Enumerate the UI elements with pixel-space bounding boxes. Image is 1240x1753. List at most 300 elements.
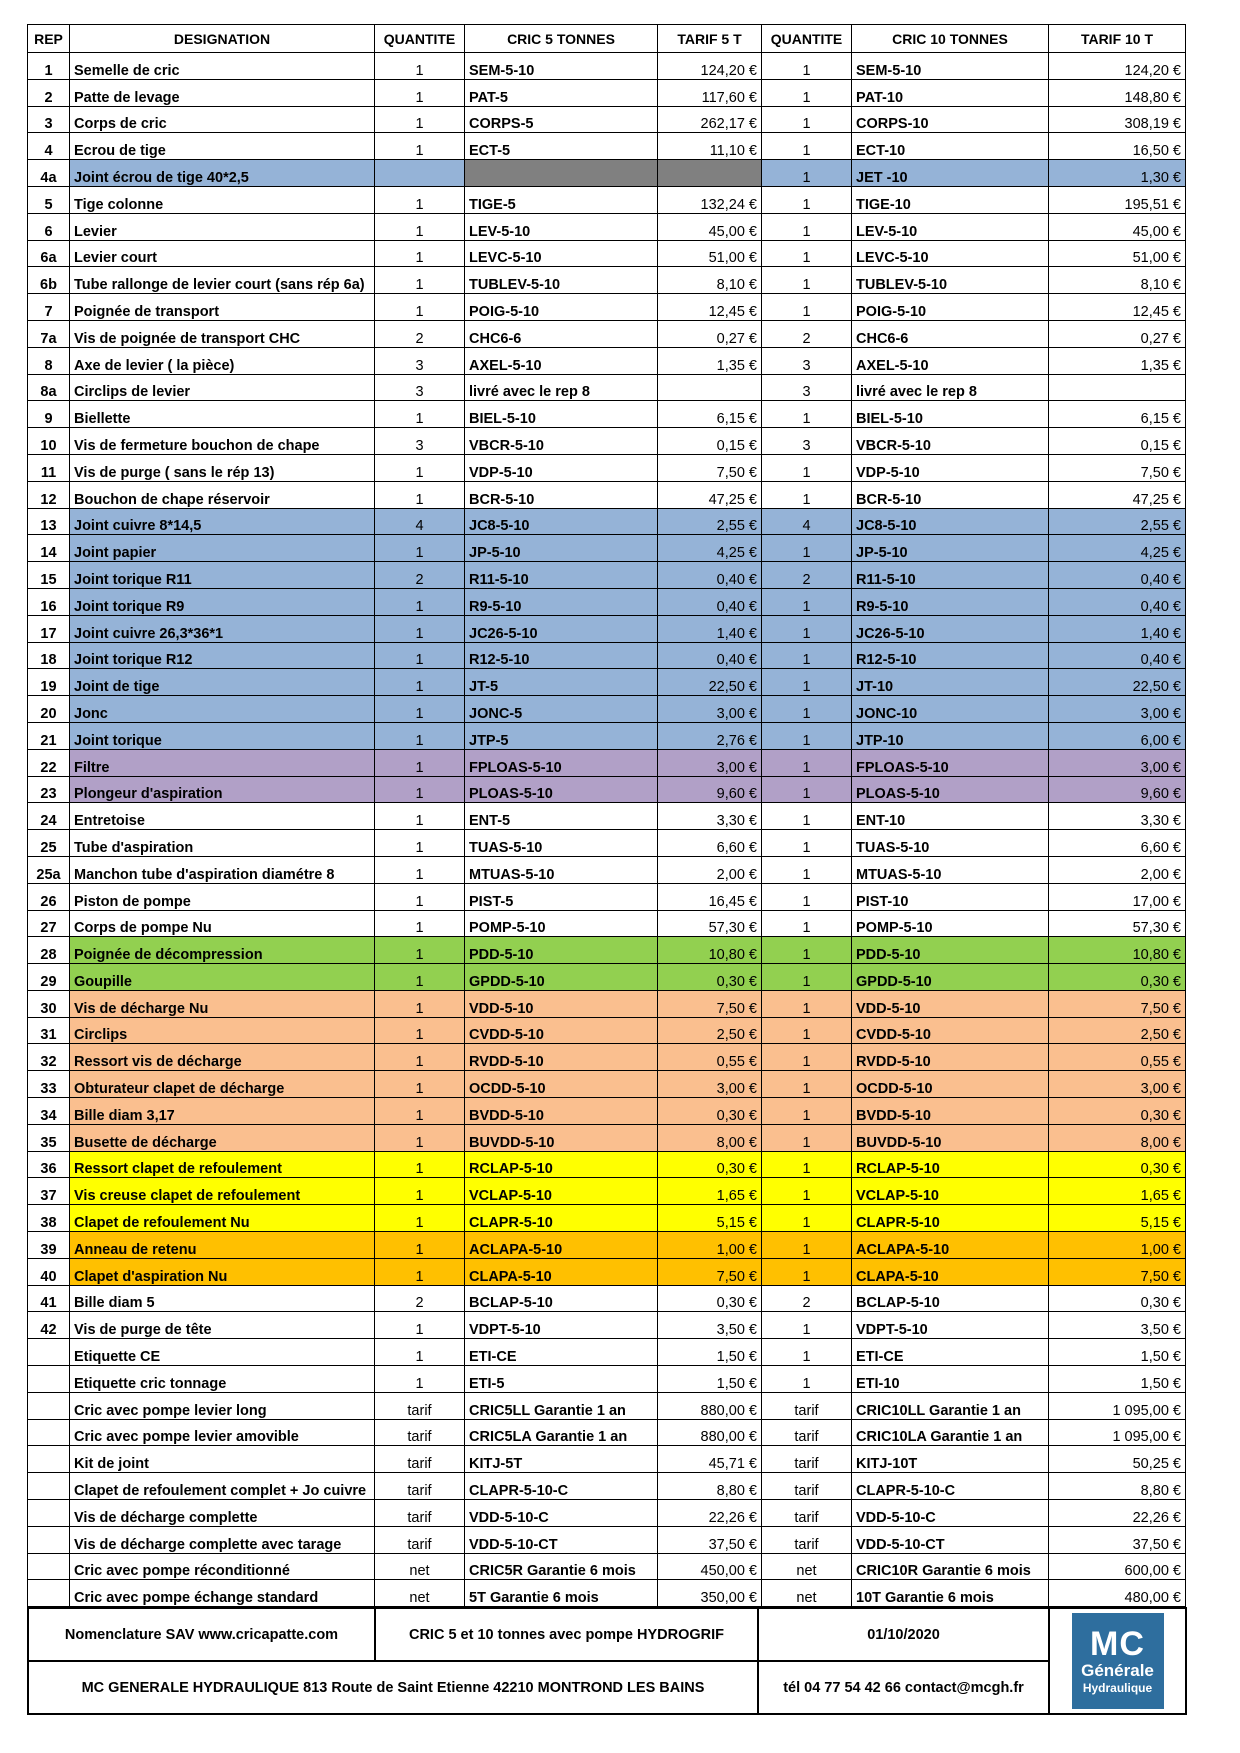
rep-cell: 15 — [28, 562, 70, 589]
ref-5t-cell: POMP-5-10 — [465, 910, 658, 937]
rep-cell: 25a — [28, 856, 70, 883]
rep-cell: 8a — [28, 374, 70, 401]
ref-5t-cell: BCR-5-10 — [465, 481, 658, 508]
designation-cell: Joint papier — [70, 535, 375, 562]
tarif-5t-cell: 0,30 € — [658, 1151, 762, 1178]
logo-line2: Hydraulique — [1082, 1681, 1153, 1696]
quantite-10t-cell: 1 — [762, 1044, 852, 1071]
tarif-10t-cell: 1,40 € — [1049, 615, 1186, 642]
table-row — [28, 1285, 1186, 1312]
ref-10t-cell: BIEL-5-10 — [852, 401, 1049, 428]
ref-5t-cell: CRIC5LL Garantie 1 an — [465, 1392, 658, 1419]
quantite-5t-cell: 1 — [375, 481, 465, 508]
tarif-10t-cell: 2,00 € — [1049, 856, 1186, 883]
ref-5t-cell: BUVDD-5-10 — [465, 1124, 658, 1151]
quantite-10t-cell: 1 — [762, 481, 852, 508]
tarif-10t-cell: 0,15 € — [1049, 428, 1186, 455]
ref-10t-cell: RVDD-5-10 — [852, 1044, 1049, 1071]
quantite-5t-cell: 1 — [375, 1205, 465, 1232]
ref-5t-cell: RVDD-5-10 — [465, 1044, 658, 1071]
tarif-5t-cell: 45,00 € — [658, 213, 762, 240]
ref-5t-cell: POIG-5-10 — [465, 294, 658, 321]
tarif-5t-cell: 8,80 € — [658, 1473, 762, 1500]
designation-cell: Joint torique — [70, 722, 375, 749]
tarif-10t-cell: 0,40 € — [1049, 562, 1186, 589]
designation-cell: Corps de pompe Nu — [70, 910, 375, 937]
tarif-10t-cell: 308,19 € — [1049, 106, 1186, 133]
rep-cell: 13 — [28, 508, 70, 535]
ref-10t-cell: BCLAP-5-10 — [852, 1285, 1049, 1312]
quantite-5t-cell: 1 — [375, 990, 465, 1017]
tarif-5t-cell: 3,30 € — [658, 803, 762, 830]
quantite-10t-cell: 1 — [762, 588, 852, 615]
ref-10t-cell: VDD-5-10 — [852, 990, 1049, 1017]
designation-cell: Joint cuivre 26,3*36*1 — [70, 615, 375, 642]
table-row — [28, 910, 1186, 937]
tarif-10t-cell: 1 095,00 € — [1049, 1392, 1186, 1419]
tarif-5t-cell: 1,65 € — [658, 1178, 762, 1205]
quantite-10t-cell: 1 — [762, 964, 852, 991]
table-row — [28, 883, 1186, 910]
table-row — [28, 1151, 1186, 1178]
tarif-10t-cell: 8,00 € — [1049, 1124, 1186, 1151]
quantite-5t-cell: 1 — [375, 1044, 465, 1071]
quantite-10t-cell: tarif — [762, 1473, 852, 1500]
quantite-10t-cell: 1 — [762, 776, 852, 803]
tarif-10t-cell: 3,00 € — [1049, 749, 1186, 776]
tarif-10t-cell: 0,30 € — [1049, 1098, 1186, 1125]
table-row — [28, 1419, 1186, 1446]
quantite-10t-cell: tarif — [762, 1419, 852, 1446]
rep-cell: 23 — [28, 776, 70, 803]
tarif-5t-cell: 0,30 € — [658, 1285, 762, 1312]
designation-cell: Vis de décharge complette — [70, 1500, 375, 1527]
ref-5t-cell: CHC6-6 — [465, 320, 658, 347]
ref-10t-cell: GPDD-5-10 — [852, 964, 1049, 991]
rep-cell: 35 — [28, 1124, 70, 1151]
table-row — [28, 347, 1186, 374]
ref-5t-cell: CRIC5LA Garantie 1 an — [465, 1419, 658, 1446]
table-row — [28, 267, 1186, 294]
quantite-5t-cell: 3 — [375, 347, 465, 374]
ref-10t-cell: TUBLEV-5-10 — [852, 267, 1049, 294]
rep-cell — [28, 1500, 70, 1527]
quantite-5t-cell: 1 — [375, 53, 465, 80]
ref-5t-cell: CLAPR-5-10-C — [465, 1473, 658, 1500]
table-row — [28, 1553, 1186, 1580]
designation-cell: Cric avec pompe réconditionné — [70, 1553, 375, 1580]
table-row — [28, 1526, 1186, 1553]
tarif-5t-cell: 37,50 € — [658, 1526, 762, 1553]
ref-10t-cell: TUAS-5-10 — [852, 830, 1049, 857]
tarif-5t-cell: 22,26 € — [658, 1500, 762, 1527]
rep-cell: 6b — [28, 267, 70, 294]
tarif-5t-cell: 124,20 € — [658, 53, 762, 80]
designation-cell: Obturateur clapet de décharge — [70, 1071, 375, 1098]
tarif-5t-cell: 0,55 € — [658, 1044, 762, 1071]
ref-5t-cell: LEV-5-10 — [465, 213, 658, 240]
tarif-10t-cell: 17,00 € — [1049, 883, 1186, 910]
quantite-10t-cell: 1 — [762, 1339, 852, 1366]
quantite-10t-cell: 1 — [762, 990, 852, 1017]
table-row — [28, 186, 1186, 213]
quantite-10t-cell: 1 — [762, 830, 852, 857]
ref-5t-cell — [465, 160, 658, 187]
tarif-5t-cell — [658, 160, 762, 187]
quantite-10t-cell: 3 — [762, 428, 852, 455]
rep-cell: 39 — [28, 1232, 70, 1259]
quantite-10t-cell: 1 — [762, 615, 852, 642]
ref-10t-cell: PLOAS-5-10 — [852, 776, 1049, 803]
tarif-5t-cell: 0,27 € — [658, 320, 762, 347]
designation-cell: Entretoise — [70, 803, 375, 830]
quantite-5t-cell: 1 — [375, 776, 465, 803]
designation-cell: Goupille — [70, 964, 375, 991]
tarif-5t-cell: 880,00 € — [658, 1419, 762, 1446]
tarif-5t-cell: 2,50 € — [658, 1017, 762, 1044]
rep-cell: 19 — [28, 669, 70, 696]
quantite-10t-cell: 1 — [762, 106, 852, 133]
rep-cell: 27 — [28, 910, 70, 937]
designation-cell: Bouchon de chape réservoir — [70, 481, 375, 508]
designation-cell: Vis de fermeture bouchon de chape — [70, 428, 375, 455]
footer-contact: tél 04 77 54 42 66 contact@mcgh.fr — [758, 1661, 1049, 1714]
quantite-5t-cell: 1 — [375, 454, 465, 481]
footer — [27, 1607, 1187, 1715]
table-row — [28, 1232, 1186, 1259]
tarif-10t-cell: 16,50 € — [1049, 133, 1186, 160]
table-row — [28, 1500, 1186, 1527]
designation-cell: Tige colonne — [70, 186, 375, 213]
quantite-5t-cell: 1 — [375, 1098, 465, 1125]
ref-10t-cell: POMP-5-10 — [852, 910, 1049, 937]
ref-10t-cell: VDD-5-10-C — [852, 1500, 1049, 1527]
table-row — [28, 213, 1186, 240]
footer-product: CRIC 5 et 10 tonnes avec pompe HYDROGRIF — [375, 1608, 758, 1661]
rep-cell: 17 — [28, 615, 70, 642]
rep-cell: 4a — [28, 160, 70, 187]
designation-cell: Ressort clapet de refoulement — [70, 1151, 375, 1178]
designation-cell: Ecrou de tige — [70, 133, 375, 160]
quantite-10t-cell: 1 — [762, 803, 852, 830]
tarif-5t-cell: 132,24 € — [658, 186, 762, 213]
ref-10t-cell: JC26-5-10 — [852, 615, 1049, 642]
quantite-5t-cell: 1 — [375, 1071, 465, 1098]
logo-line1: Générale — [1081, 1661, 1154, 1681]
table-row — [28, 1178, 1186, 1205]
quantite-10t-cell: 1 — [762, 883, 852, 910]
ref-5t-cell: ACLAPA-5-10 — [465, 1232, 658, 1259]
quantite-10t-cell: 1 — [762, 1232, 852, 1259]
ref-5t-cell: R11-5-10 — [465, 562, 658, 589]
designation-cell: Etiquette cric tonnage — [70, 1366, 375, 1393]
table-row — [28, 964, 1186, 991]
rep-cell — [28, 1473, 70, 1500]
table-row — [28, 1071, 1186, 1098]
quantite-5t-cell: 1 — [375, 1232, 465, 1259]
rep-cell: 32 — [28, 1044, 70, 1071]
ref-5t-cell: PIST-5 — [465, 883, 658, 910]
ref-10t-cell: JET -10 — [852, 160, 1049, 187]
logo-cell — [1049, 1608, 1186, 1714]
quantite-5t-cell: 4 — [375, 508, 465, 535]
quantite-5t-cell: 1 — [375, 535, 465, 562]
ref-10t-cell: BUVDD-5-10 — [852, 1124, 1049, 1151]
ref-5t-cell: ENT-5 — [465, 803, 658, 830]
table-row — [28, 1044, 1186, 1071]
ref-10t-cell: ACLAPA-5-10 — [852, 1232, 1049, 1259]
quantite-5t-cell: 1 — [375, 642, 465, 669]
quantite-5t-cell: 1 — [375, 964, 465, 991]
ref-5t-cell: VDP-5-10 — [465, 454, 658, 481]
tarif-5t-cell: 8,10 € — [658, 267, 762, 294]
designation-cell: Biellette — [70, 401, 375, 428]
tarif-5t-cell: 1,00 € — [658, 1232, 762, 1259]
table-row — [28, 1124, 1186, 1151]
designation-cell: Piston de pompe — [70, 883, 375, 910]
quantite-10t-cell: net — [762, 1553, 852, 1580]
tarif-10t-cell: 6,60 € — [1049, 830, 1186, 857]
ref-10t-cell: PIST-10 — [852, 883, 1049, 910]
tarif-10t-cell: 0,40 € — [1049, 588, 1186, 615]
table-row — [28, 428, 1186, 455]
designation-cell: Vis de purge ( sans le rép 13) — [70, 454, 375, 481]
designation-cell: Bille diam 5 — [70, 1285, 375, 1312]
quantite-10t-cell: 1 — [762, 160, 852, 187]
ref-10t-cell: JTP-10 — [852, 722, 1049, 749]
tarif-5t-cell: 7,50 € — [658, 990, 762, 1017]
table-row — [28, 133, 1186, 160]
ref-10t-cell: CLAPA-5-10 — [852, 1258, 1049, 1285]
tarif-5t-cell — [658, 374, 762, 401]
footer-nomenclature: Nomenclature SAV www.cricapatte.com — [28, 1608, 375, 1661]
table-row — [28, 374, 1186, 401]
rep-cell: 28 — [28, 937, 70, 964]
table-row — [28, 776, 1186, 803]
quantite-10t-cell: 1 — [762, 696, 852, 723]
tarif-10t-cell: 2,50 € — [1049, 1017, 1186, 1044]
ref-5t-cell: TUBLEV-5-10 — [465, 267, 658, 294]
quantite-5t-cell: 1 — [375, 79, 465, 106]
ref-10t-cell: OCDD-5-10 — [852, 1071, 1049, 1098]
quantite-5t-cell: 2 — [375, 562, 465, 589]
tarif-5t-cell: 16,45 € — [658, 883, 762, 910]
tarif-5t-cell: 1,50 € — [658, 1339, 762, 1366]
tarif-5t-cell: 12,45 € — [658, 294, 762, 321]
quantite-10t-cell: 1 — [762, 1366, 852, 1393]
designation-cell: Plongeur d'aspiration — [70, 776, 375, 803]
tarif-5t-cell: 0,30 € — [658, 964, 762, 991]
tarif-10t-cell: 12,45 € — [1049, 294, 1186, 321]
quantite-10t-cell: 1 — [762, 267, 852, 294]
quantite-10t-cell: 1 — [762, 722, 852, 749]
tarif-10t-cell: 8,80 € — [1049, 1473, 1186, 1500]
tarif-10t-cell: 148,80 € — [1049, 79, 1186, 106]
designation-cell: Tube rallonge de levier court (sans rép 6a) — [70, 267, 375, 294]
ref-10t-cell: R9-5-10 — [852, 588, 1049, 615]
ref-10t-cell: CRIC10R Garantie 6 mois — [852, 1553, 1049, 1580]
rep-cell: 33 — [28, 1071, 70, 1098]
quantite-5t-cell: 1 — [375, 213, 465, 240]
quantite-5t-cell: net — [375, 1580, 465, 1607]
quantite-10t-cell: 1 — [762, 535, 852, 562]
tarif-10t-cell: 51,00 € — [1049, 240, 1186, 267]
ref-5t-cell: BCLAP-5-10 — [465, 1285, 658, 1312]
quantite-10t-cell: 1 — [762, 1205, 852, 1232]
tarif-10t-cell: 600,00 € — [1049, 1553, 1186, 1580]
quantite-5t-cell: tarif — [375, 1500, 465, 1527]
designation-cell: Joint cuivre 8*14,5 — [70, 508, 375, 535]
tarif-5t-cell: 45,71 € — [658, 1446, 762, 1473]
rep-cell — [28, 1366, 70, 1393]
tarif-10t-cell: 9,60 € — [1049, 776, 1186, 803]
quantite-10t-cell: 1 — [762, 1151, 852, 1178]
ref-5t-cell: R9-5-10 — [465, 588, 658, 615]
ref-5t-cell: PAT-5 — [465, 79, 658, 106]
quantite-10t-cell: 1 — [762, 1258, 852, 1285]
quantite-10t-cell: 1 — [762, 133, 852, 160]
quantite-5t-cell: 1 — [375, 133, 465, 160]
rep-cell — [28, 1553, 70, 1580]
tarif-10t-cell: 480,00 € — [1049, 1580, 1186, 1607]
table-row — [28, 1473, 1186, 1500]
ref-5t-cell: JONC-5 — [465, 696, 658, 723]
tarif-5t-cell: 8,00 € — [658, 1124, 762, 1151]
quantite-10t-cell: 1 — [762, 454, 852, 481]
rep-cell: 42 — [28, 1312, 70, 1339]
ref-10t-cell: CLAPR-5-10 — [852, 1205, 1049, 1232]
quantite-5t-cell: 1 — [375, 1312, 465, 1339]
quantite-10t-cell: tarif — [762, 1526, 852, 1553]
rep-cell: 12 — [28, 481, 70, 508]
ref-10t-cell: JT-10 — [852, 669, 1049, 696]
quantite-5t-cell: 3 — [375, 374, 465, 401]
quantite-10t-cell: 2 — [762, 320, 852, 347]
ref-5t-cell: R12-5-10 — [465, 642, 658, 669]
quantite-10t-cell: net — [762, 1580, 852, 1607]
tarif-5t-cell: 5,15 € — [658, 1205, 762, 1232]
ref-10t-cell: POIG-5-10 — [852, 294, 1049, 321]
rep-cell: 8 — [28, 347, 70, 374]
header-quantite-10t: QUANTITE — [762, 25, 852, 53]
ref-10t-cell: FPLOAS-5-10 — [852, 749, 1049, 776]
tarif-5t-cell: 9,60 € — [658, 776, 762, 803]
designation-cell: Patte de levage — [70, 79, 375, 106]
ref-10t-cell: VBCR-5-10 — [852, 428, 1049, 455]
quantite-10t-cell: 1 — [762, 294, 852, 321]
tarif-10t-cell: 1,00 € — [1049, 1232, 1186, 1259]
quantite-10t-cell: 1 — [762, 749, 852, 776]
tarif-5t-cell: 22,50 € — [658, 669, 762, 696]
quantite-5t-cell: 1 — [375, 1366, 465, 1393]
tarif-10t-cell: 0,40 € — [1049, 642, 1186, 669]
tarif-5t-cell: 1,40 € — [658, 615, 762, 642]
tarif-10t-cell: 57,30 € — [1049, 910, 1186, 937]
ref-5t-cell: RCLAP-5-10 — [465, 1151, 658, 1178]
quantite-10t-cell: 4 — [762, 508, 852, 535]
quantite-5t-cell: 1 — [375, 1151, 465, 1178]
tarif-10t-cell: 6,00 € — [1049, 722, 1186, 749]
ref-5t-cell: ECT-5 — [465, 133, 658, 160]
ref-10t-cell: CORPS-10 — [852, 106, 1049, 133]
parts-table — [27, 24, 1186, 1607]
designation-cell: Clapet de refoulement complet + Jo cuivre — [70, 1473, 375, 1500]
designation-cell: Levier court — [70, 240, 375, 267]
table-row — [28, 240, 1186, 267]
quantite-10t-cell: 1 — [762, 937, 852, 964]
ref-5t-cell: LEVC-5-10 — [465, 240, 658, 267]
tarif-5t-cell: 2,76 € — [658, 722, 762, 749]
designation-cell: Joint écrou de tige 40*2,5 — [70, 160, 375, 187]
table-row — [28, 535, 1186, 562]
ref-10t-cell: ENT-10 — [852, 803, 1049, 830]
ref-5t-cell: TIGE-5 — [465, 186, 658, 213]
table-row — [28, 106, 1186, 133]
ref-5t-cell: ETI-CE — [465, 1339, 658, 1366]
tarif-5t-cell: 6,15 € — [658, 401, 762, 428]
company-logo — [1072, 1613, 1164, 1709]
ref-5t-cell: CLAPA-5-10 — [465, 1258, 658, 1285]
quantite-10t-cell: 1 — [762, 1071, 852, 1098]
ref-10t-cell: TIGE-10 — [852, 186, 1049, 213]
quantite-10t-cell: tarif — [762, 1392, 852, 1419]
tarif-10t-cell: 50,25 € — [1049, 1446, 1186, 1473]
ref-5t-cell: VDD-5-10-C — [465, 1500, 658, 1527]
designation-cell: Vis de décharge complette avec tarage — [70, 1526, 375, 1553]
designation-cell: Semelle de cric — [70, 53, 375, 80]
ref-5t-cell: VDPT-5-10 — [465, 1312, 658, 1339]
header-cric-10t: CRIC 10 TONNES — [852, 25, 1049, 53]
ref-10t-cell: VDPT-5-10 — [852, 1312, 1049, 1339]
tarif-10t-cell: 0,27 € — [1049, 320, 1186, 347]
rep-cell: 11 — [28, 454, 70, 481]
table-row — [28, 1446, 1186, 1473]
table-row — [28, 481, 1186, 508]
tarif-5t-cell: 0,40 € — [658, 562, 762, 589]
tarif-5t-cell: 450,00 € — [658, 1553, 762, 1580]
quantite-5t-cell: 1 — [375, 883, 465, 910]
quantite-5t-cell: tarif — [375, 1446, 465, 1473]
rep-cell: 14 — [28, 535, 70, 562]
table-row — [28, 642, 1186, 669]
quantite-10t-cell: 1 — [762, 856, 852, 883]
tarif-10t-cell: 1,50 € — [1049, 1339, 1186, 1366]
table-row — [28, 294, 1186, 321]
quantite-10t-cell: 1 — [762, 669, 852, 696]
ref-5t-cell: JT-5 — [465, 669, 658, 696]
tarif-5t-cell: 3,00 € — [658, 696, 762, 723]
quantite-5t-cell: 1 — [375, 1258, 465, 1285]
ref-10t-cell: VDD-5-10-CT — [852, 1526, 1049, 1553]
quantite-10t-cell: tarif — [762, 1500, 852, 1527]
quantite-5t-cell: 2 — [375, 320, 465, 347]
table-row — [28, 1017, 1186, 1044]
table-row — [28, 401, 1186, 428]
ref-5t-cell: livré avec le rep 8 — [465, 374, 658, 401]
tarif-10t-cell: 0,30 € — [1049, 964, 1186, 991]
ref-10t-cell: PAT-10 — [852, 79, 1049, 106]
quantite-10t-cell: 2 — [762, 1285, 852, 1312]
tarif-10t-cell: 124,20 € — [1049, 53, 1186, 80]
quantite-5t-cell: 1 — [375, 294, 465, 321]
tarif-10t-cell: 3,50 € — [1049, 1312, 1186, 1339]
tarif-10t-cell: 8,10 € — [1049, 267, 1186, 294]
tarif-10t-cell: 45,00 € — [1049, 213, 1186, 240]
rep-cell — [28, 1419, 70, 1446]
tarif-5t-cell: 1,50 € — [658, 1366, 762, 1393]
footer-address: MC GENERALE HYDRAULIQUE 813 Route de Saint Etienne 42210 MONTROND LES BAINS — [28, 1661, 758, 1714]
ref-5t-cell: JP-5-10 — [465, 535, 658, 562]
